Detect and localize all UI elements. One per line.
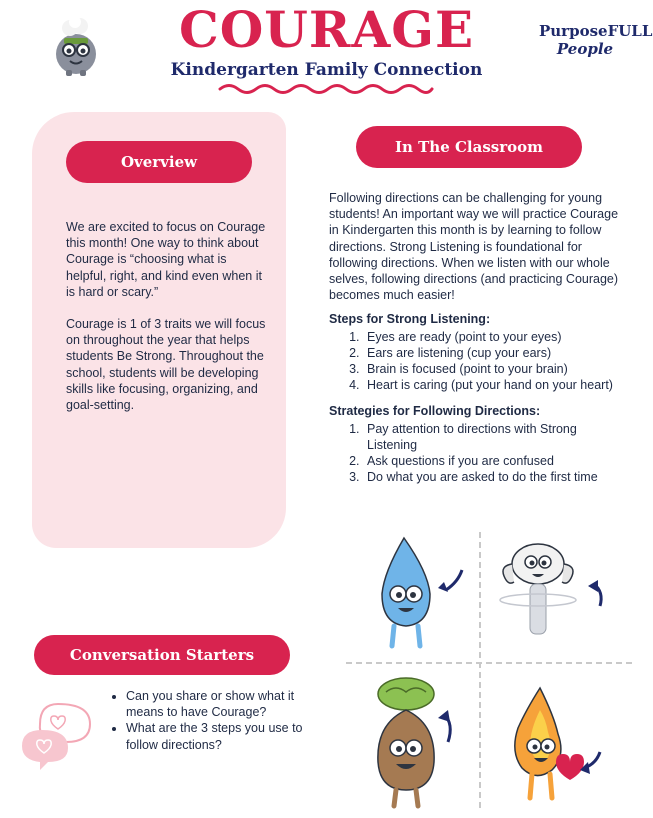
- steps-list: [329, 329, 629, 394]
- overview-paragraph-1: We are excited to focus on Courage this month! One way to think about Courage is “choosing what is helpful, right, and kind even when it is hard or scary.”: [66, 220, 266, 299]
- brain-mascot-icon: [44, 14, 108, 78]
- eye-character-icon: [364, 532, 472, 654]
- classroom-intro: Following directions can be challenging for young students! An important way we will practice Courage in Kindergarten this month is by learning to follow directions. Strong Listening is foundational for following directions. When we listen with our whole selves, following directions (and practicing Courage) becomes much easier!: [329, 191, 619, 303]
- list-item: 1. Eyes are ready (point to your eyes): [363, 329, 629, 345]
- brand-line2: People: [556, 40, 614, 58]
- grid-divider-horizontal: [346, 662, 632, 664]
- list-item: 1. Pay attention to directions with Strong Listening: [363, 421, 629, 453]
- grid-divider-vertical: [479, 532, 481, 808]
- brand-line1: PurposeFULL: [539, 22, 653, 40]
- strategies-list: [329, 421, 629, 486]
- classroom-heading: In The Classroom: [356, 126, 582, 168]
- list-item: 3. Do what you are asked to do the first time: [363, 469, 629, 485]
- overview-heading: Overview: [66, 141, 252, 183]
- strategies-heading: Strategies for Following Directions:: [329, 404, 541, 419]
- brain-character-icon: [362, 672, 472, 812]
- classroom-section: [329, 190, 629, 489]
- list-item: 2. Ask questions if you are confused: [363, 453, 629, 469]
- list-item: • What are the 3 steps you use to follow directions?: [126, 720, 316, 752]
- page-title: COURAGE: [178, 0, 475, 59]
- overview-paragraph-2: Courage is 1 of 3 traits we will focus on throughout the year that helps students Be Strong. Throughout the school, students will be developing skills like focusing, organizing, and goal-setting.: [66, 317, 266, 413]
- overview-text: [66, 219, 266, 429]
- conversation-list: [104, 688, 316, 753]
- list-item: • Can you share or show what it means to have Courage?: [126, 688, 316, 720]
- steps-heading: Steps for Strong Listening:: [329, 312, 491, 327]
- conversation-heading: Conversation Starters: [34, 635, 290, 675]
- brand-logo: [539, 22, 653, 58]
- list-item: 2. Ears are listening (cup your ears): [363, 345, 629, 361]
- wave-underline: [218, 82, 434, 96]
- list-item: 3. Brain is focused (point to your brain): [363, 361, 629, 377]
- chat-bubbles-icon: [18, 700, 100, 772]
- heart-character-icon: [496, 680, 616, 810]
- page-subtitle: Kindergarten Family Connection: [170, 60, 483, 80]
- list-item: 4. Heart is caring (put your hand on your heart): [363, 377, 629, 393]
- ear-character-icon: [494, 536, 614, 640]
